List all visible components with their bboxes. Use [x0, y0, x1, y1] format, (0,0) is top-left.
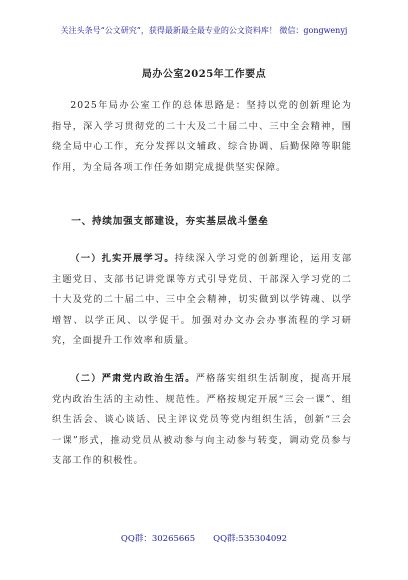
header-banner: 关注头条号“公文研究”，获得最新最全最专业的公文资料库！ 微信：gongwenyj	[60, 26, 348, 35]
item-text-political-life: 严格落实组织生活制度，提高开展党内政治生活的主动性、规范性。严格按规定开展“三会一课”、组织生活会、谈心谈话、民主评议党员等党内组织生活，创新“三会一课”形式，推动党员从被动参与向主动参与转变，调动党员参与支部工作的积极性。	[52, 373, 353, 466]
intro-paragraph: 2025年局办公室工作的总体思路是：坚持以党的创新理论为指导，深入学习贯彻党的二十大及二十届二中、三中全会精神，围绕全局中心工作，充分发挥以文辅政、综合协调、后勤保障等职能作用，为全局各项工作任务如期完成提供坚实保障。	[52, 100, 352, 173]
item-text-study: 持续深入学习党的创新理论，运用支部主题党日、支部书记讲党课等方式引导党员、干部深入学习党的二十大及党的二十届二中、三中全会精神，切实做到以学铸魂、以学增智、以学正风、以学促干。加强对办文办会办事流程的学习研究，全面提升工作效率和质量。	[52, 253, 353, 346]
item-lead-political-life: （二）严肃党内政治生活。	[70, 373, 196, 384]
footer-qq-group-1: QQ群：30265665	[120, 534, 196, 544]
section-heading: 一、持续加强支部建设，夯实基层战斗堡垒	[71, 216, 269, 227]
item-paragraph-political-life	[52, 369, 352, 472]
footer-qq-group-2: QQ群:535304092	[213, 534, 288, 544]
item-paragraph-study	[52, 249, 352, 352]
footer	[0, 532, 408, 544]
page-title: 局办公室2025年工作要点	[141, 69, 267, 80]
item-lead-study: （一）扎实开展学习。	[70, 253, 175, 264]
